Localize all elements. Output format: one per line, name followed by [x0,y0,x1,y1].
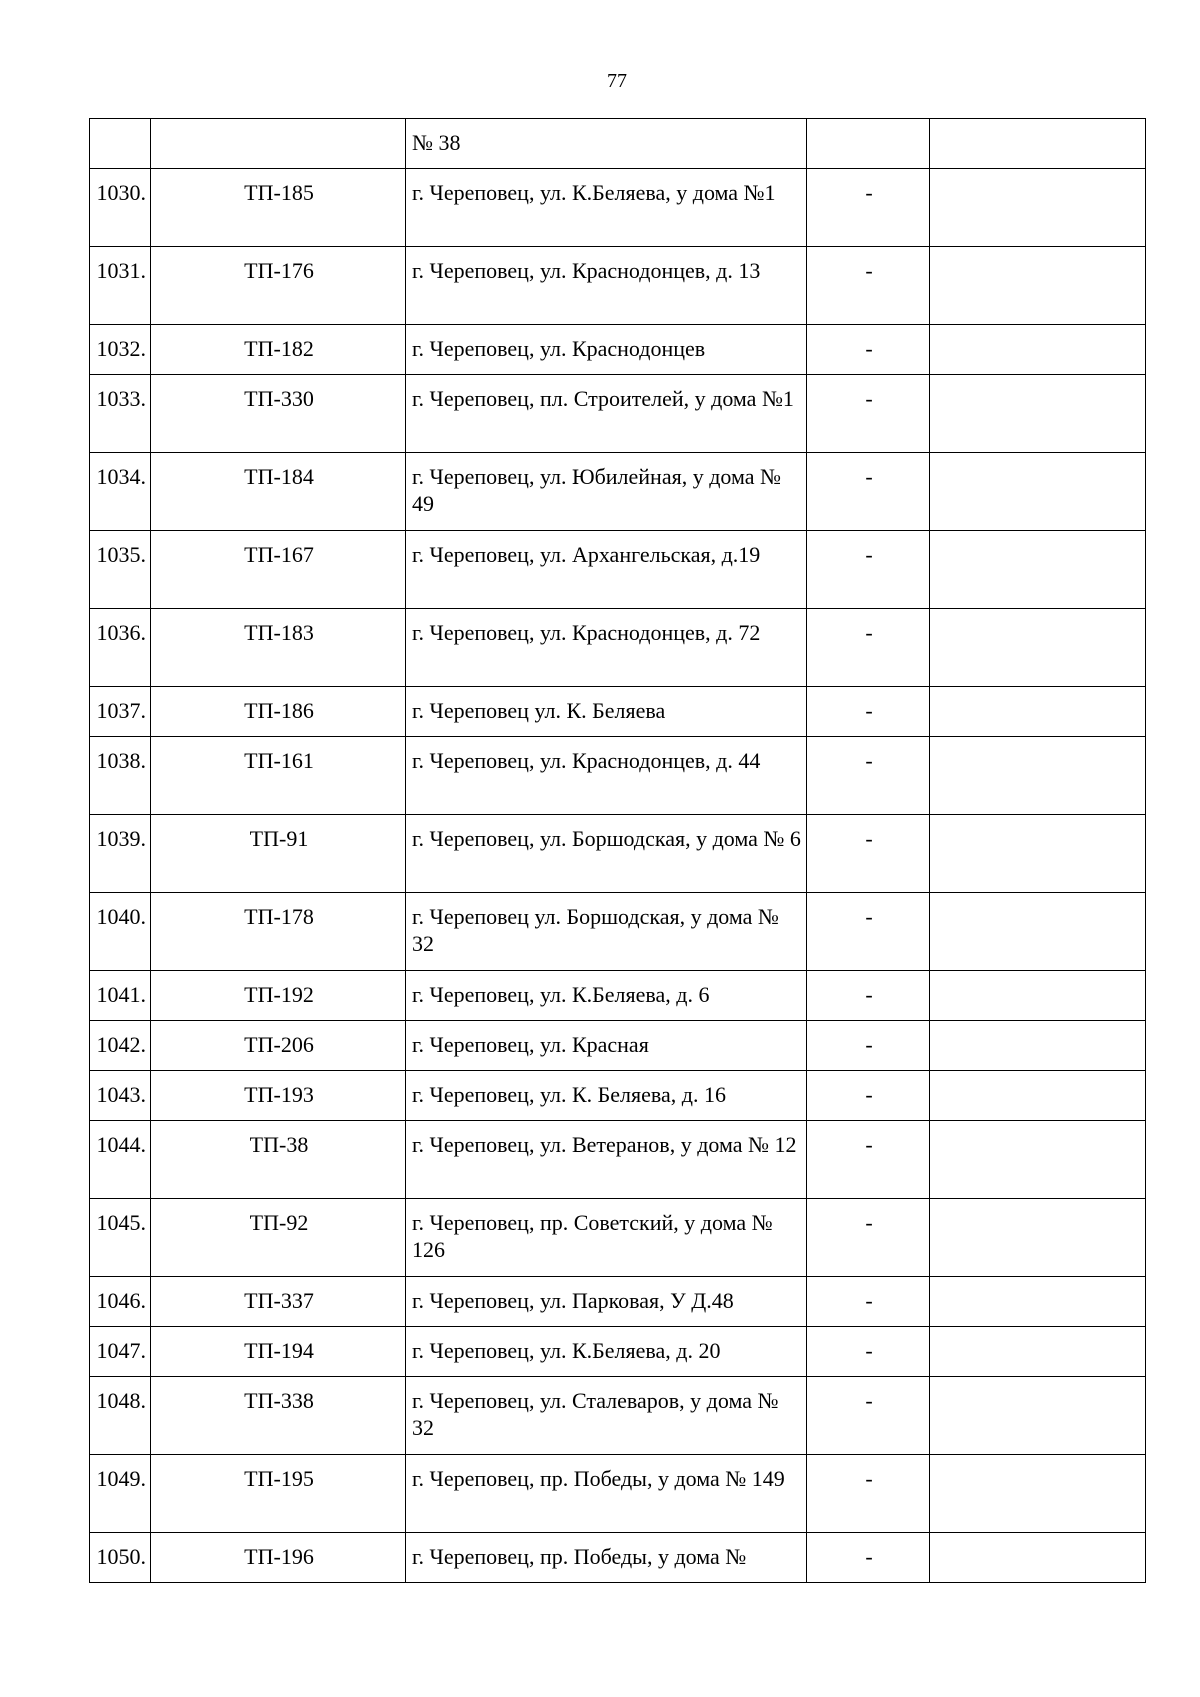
note-cell [930,453,1146,531]
address-cell: г. Череповец ул. Боршодская, у дома № 32 [406,893,807,971]
note-cell [930,247,1146,325]
address-cell: г. Череповец, ул. Боршодская, у дома № 6 [406,815,807,893]
row-number-cell: 1043. [90,1071,151,1121]
table-row [90,1021,1146,1071]
mark-cell: - [807,247,930,325]
row-number-cell: 1035. [90,531,151,609]
address-cell: г. Череповец, пл. Строителей, у дома №1 [406,375,807,453]
substation-code-cell: ТП-338 [151,1377,406,1455]
mark-cell: - [807,325,930,375]
address-cell: г. Череповец, пр. Победы, у дома № [406,1533,807,1583]
note-cell [930,971,1146,1021]
substation-code-cell: ТП-192 [151,971,406,1021]
row-number-cell: 1050. [90,1533,151,1583]
substation-code-cell [151,119,406,169]
substation-code-cell: ТП-330 [151,375,406,453]
address-cell: г. Череповец, ул. Краснодонцев, д. 44 [406,737,807,815]
row-number-cell: 1034. [90,453,151,531]
mark-cell: - [807,893,930,971]
substation-code-cell: ТП-185 [151,169,406,247]
row-number-cell: 1031. [90,247,151,325]
row-number-cell: 1048. [90,1377,151,1455]
substation-code-cell: ТП-194 [151,1327,406,1377]
table-row [90,1327,1146,1377]
address-cell: г. Череповец, ул. Парковая, У Д.48 [406,1277,807,1327]
page-number: 77 [607,70,627,92]
mark-cell: - [807,737,930,815]
mark-cell: - [807,1071,930,1121]
table-row [90,609,1146,687]
address-cell: г. Череповец, ул. Красная [406,1021,807,1071]
row-number-cell: 1038. [90,737,151,815]
note-cell [930,737,1146,815]
row-number-cell: 1045. [90,1199,151,1277]
table-row [90,325,1146,375]
substation-code-cell: ТП-182 [151,325,406,375]
table-row [90,737,1146,815]
table-row [90,1199,1146,1277]
note-cell [930,531,1146,609]
mark-cell: - [807,1277,930,1327]
mark-cell: - [807,1533,930,1583]
substation-code-cell: ТП-195 [151,1455,406,1533]
mark-cell: - [807,1121,930,1199]
table-row [90,1377,1146,1455]
registry-table-body [90,119,1146,1583]
address-cell: г. Череповец ул. К. Беляева [406,687,807,737]
table-row [90,687,1146,737]
registry-table [89,118,1146,1583]
row-number-cell [90,119,151,169]
note-cell [930,815,1146,893]
substation-code-cell: ТП-38 [151,1121,406,1199]
note-cell [930,1455,1146,1533]
row-number-cell: 1037. [90,687,151,737]
address-cell: г. Череповец, ул. Юбилейная, у дома № 49 [406,453,807,531]
row-number-cell: 1036. [90,609,151,687]
table-row [90,1277,1146,1327]
substation-code-cell: ТП-186 [151,687,406,737]
row-number-cell: 1049. [90,1455,151,1533]
table-row [90,119,1146,169]
mark-cell: - [807,453,930,531]
row-number-cell: 1039. [90,815,151,893]
row-number-cell: 1032. [90,325,151,375]
note-cell [930,169,1146,247]
note-cell [930,1121,1146,1199]
substation-code-cell: ТП-206 [151,1021,406,1071]
substation-code-cell: ТП-193 [151,1071,406,1121]
row-number-cell: 1047. [90,1327,151,1377]
address-cell: г. Череповец, пр. Победы, у дома № 149 [406,1455,807,1533]
address-cell: г. Череповец, пр. Советский, у дома № 126 [406,1199,807,1277]
address-cell: г. Череповец, ул. Краснодонцев, д. 13 [406,247,807,325]
address-cell: г. Череповец, ул. К.Беляева, д. 20 [406,1327,807,1377]
row-number-cell: 1046. [90,1277,151,1327]
address-cell: г. Череповец, ул. Сталеваров, у дома № 32 [406,1377,807,1455]
mark-cell: - [807,1455,930,1533]
row-number-cell: 1040. [90,893,151,971]
note-cell [930,1199,1146,1277]
mark-cell: - [807,815,930,893]
note-cell [930,1327,1146,1377]
substation-code-cell: ТП-91 [151,815,406,893]
mark-cell: - [807,1021,930,1071]
mark-cell [807,119,930,169]
mark-cell: - [807,609,930,687]
mark-cell: - [807,169,930,247]
substation-code-cell: ТП-167 [151,531,406,609]
substation-code-cell: ТП-196 [151,1533,406,1583]
address-cell: г. Череповец, ул. Ветеранов, у дома № 12 [406,1121,807,1199]
note-cell [930,1071,1146,1121]
table-row [90,453,1146,531]
row-number-cell: 1042. [90,1021,151,1071]
note-cell [930,325,1146,375]
table-row [90,1071,1146,1121]
table-row [90,247,1146,325]
substation-code-cell: ТП-92 [151,1199,406,1277]
table-row [90,1455,1146,1533]
address-cell: г. Череповец, ул. К.Беляева, у дома №1 [406,169,807,247]
table-row [90,815,1146,893]
note-cell [930,1533,1146,1583]
substation-code-cell: ТП-183 [151,609,406,687]
table-row [90,1533,1146,1583]
address-cell: г. Череповец, ул. Краснодонцев [406,325,807,375]
mark-cell: - [807,1199,930,1277]
mark-cell: - [807,531,930,609]
substation-code-cell: ТП-337 [151,1277,406,1327]
substation-code-cell: ТП-176 [151,247,406,325]
substation-code-cell: ТП-161 [151,737,406,815]
table-row [90,169,1146,247]
note-cell [930,1021,1146,1071]
substation-code-cell: ТП-178 [151,893,406,971]
row-number-cell: 1033. [90,375,151,453]
table-row [90,1121,1146,1199]
address-cell: № 38 [406,119,807,169]
table-row [90,893,1146,971]
mark-cell: - [807,971,930,1021]
table-row [90,375,1146,453]
address-cell: г. Череповец, ул. Краснодонцев, д. 72 [406,609,807,687]
mark-cell: - [807,687,930,737]
note-cell [930,893,1146,971]
substation-code-cell: ТП-184 [151,453,406,531]
table-row [90,971,1146,1021]
note-cell [930,1377,1146,1455]
note-cell [930,687,1146,737]
mark-cell: - [807,1327,930,1377]
row-number-cell: 1044. [90,1121,151,1199]
note-cell [930,1277,1146,1327]
note-cell [930,375,1146,453]
address-cell: г. Череповец, ул. К. Беляева, д. 16 [406,1071,807,1121]
row-number-cell: 1030. [90,169,151,247]
note-cell [930,119,1146,169]
note-cell [930,609,1146,687]
address-cell: г. Череповец, ул. К.Беляева, д. 6 [406,971,807,1021]
table-row [90,531,1146,609]
row-number-cell: 1041. [90,971,151,1021]
mark-cell: - [807,375,930,453]
address-cell: г. Череповец, ул. Архангельская, д.19 [406,531,807,609]
mark-cell: - [807,1377,930,1455]
